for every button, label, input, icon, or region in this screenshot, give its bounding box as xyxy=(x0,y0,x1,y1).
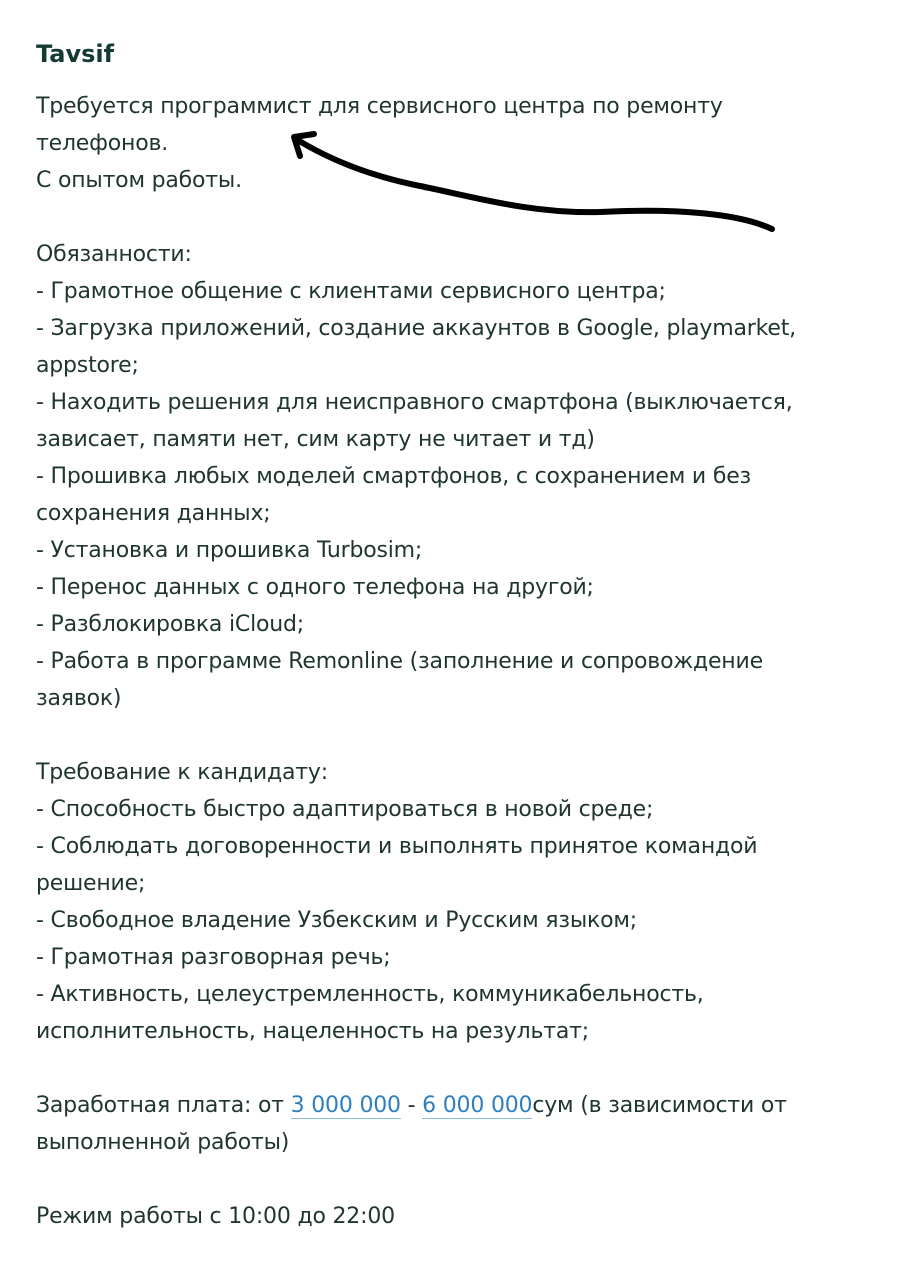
salary-line-2: выполненной работы) xyxy=(36,1130,290,1155)
requirement-line: - Соблюдать договоренности и выполнять принятое командой xyxy=(36,834,758,859)
requirement-line: - Свободное владение Узбекским и Русским языком; xyxy=(36,908,637,933)
duties-heading: Обязанности: xyxy=(36,242,192,267)
duty-line: - Работа в программе Remonline (заполнение и сопровождение xyxy=(36,649,763,674)
intro-line: Требуется программист для сервисного центра по ремонту xyxy=(36,94,723,119)
salary-prefix: Заработная плата: от xyxy=(36,1093,291,1118)
section-title: Tavsif xyxy=(36,40,115,68)
salary-min-link[interactable]: 3 000 000 xyxy=(290,1093,401,1118)
salary-separator: - xyxy=(400,1093,423,1118)
duty-line: - Установка и прошивка Turbosim; xyxy=(36,538,423,563)
duty-line: заявок) xyxy=(36,686,122,711)
intro-line: С опытом работы. xyxy=(36,168,242,193)
requirement-line: - Активность, целеустремленность, коммуникабельность, xyxy=(36,982,704,1007)
duty-line: - Находить решения для неисправного смартфона (выключается, xyxy=(36,390,793,415)
spacer xyxy=(36,199,836,236)
salary-line xyxy=(36,1087,836,1124)
duty-line: - Загрузка приложений, создание аккаунтов в Google, playmarket, xyxy=(36,316,796,341)
salary-suffix: сум (в зависимости от xyxy=(532,1093,787,1118)
intro-line: телефонов. xyxy=(36,131,169,156)
requirement-line: - Способность быстро адаптироваться в новой среде; xyxy=(36,797,654,822)
spacer xyxy=(36,717,836,754)
duty-line: - Прошивка любых моделей смартфонов, с сохранением и без xyxy=(36,464,752,489)
requirement-line: решение; xyxy=(36,871,146,896)
duty-line: appstore; xyxy=(36,353,139,378)
duty-line: - Перенос данных с одного телефона на другой; xyxy=(36,575,594,600)
requirements-heading: Требование к кандидату: xyxy=(36,760,328,785)
duty-line: - Разблокировка iCloud; xyxy=(36,612,304,637)
duty-line: сохранения данных; xyxy=(36,501,271,526)
salary-max-link[interactable]: 6 000 000 xyxy=(422,1093,533,1118)
requirement-line: исполнительность, нацеленность на результат; xyxy=(36,1019,589,1044)
spacer xyxy=(36,1050,836,1087)
requirement-line: - Грамотная разговорная речь; xyxy=(36,945,391,970)
duty-line: зависает, памяти нет, сим карту не читает и тд) xyxy=(36,427,595,452)
spacer xyxy=(36,1161,836,1198)
job-description xyxy=(36,36,836,1235)
duty-line: - Грамотное общение с клиентами сервисного центра; xyxy=(36,279,666,304)
schedule-line: Режим работы с 10:00 до 22:00 xyxy=(36,1204,395,1229)
